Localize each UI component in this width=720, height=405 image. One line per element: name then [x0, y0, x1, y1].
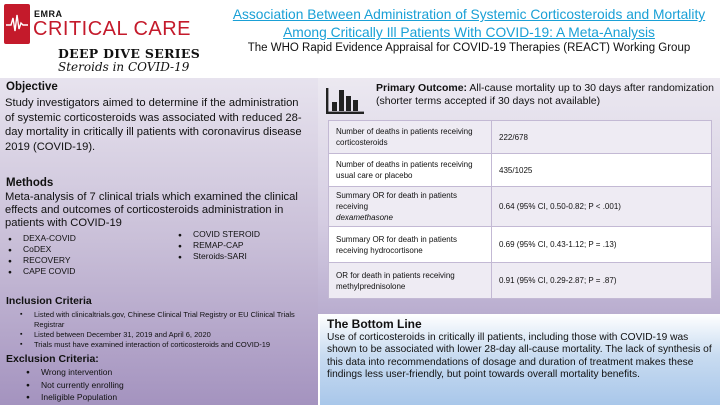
list-item: ● Ineligible Population	[4, 391, 124, 404]
bottom-line-text: Use of corticosteroids in critically ill patients, including those with COVID-19 was shown to be associated with lower 28-day all-cause mortality. The lack of synthesis of this data into recommendations of dosage and duration of treatment makes these findings less user-friendly, but point towards overall mortality benefits.	[327, 332, 712, 380]
bottom-line-heading: The Bottom Line	[327, 317, 422, 331]
table-row	[329, 121, 712, 154]
primary-outcome-text: All-cause mortality up to 30 days after randomization (shorter terms accepted if 30 days not available)	[376, 82, 714, 107]
list-item: ● CAPE COVID	[4, 266, 76, 277]
primary-outcome-label: Primary Outcome:	[376, 82, 468, 94]
result-label: Summary OR for death in patients receiving	[336, 191, 457, 211]
logo-badge	[4, 4, 30, 44]
result-label: OR for death in patients receiving methylprednisolone	[329, 263, 492, 299]
exclusion-list	[4, 366, 124, 404]
table-row	[329, 227, 712, 263]
article-title-line1[interactable]: Association Between Administration of Systemic Corticosteroids and Mortality	[232, 7, 706, 22]
table-row	[329, 187, 712, 227]
result-value: 435/1025	[492, 154, 712, 187]
primary-outcome	[376, 82, 714, 108]
list-item: ● COVID STEROID	[174, 229, 260, 240]
result-value: 0.64 (95% CI, 0.50-0.82; P < .001)	[492, 187, 712, 227]
result-label: Summary OR for death in patients receiving hydrocortisone	[329, 227, 492, 263]
result-label: Number of deaths in patients receiving corticosteroids	[329, 121, 492, 154]
results-table	[328, 120, 712, 299]
results-panel	[318, 78, 720, 314]
trial-list-col1	[4, 233, 76, 277]
brand-emra: EMRA	[34, 9, 63, 19]
article-title-line2[interactable]: Among Critically Ill Patients With COVID-19: A Meta-Analysis	[283, 25, 655, 40]
list-item: ▪ Listed with clinicaltrials.gov, Chinese Clinical Trial Registry or EU Clinical Trials Registrar	[4, 310, 316, 329]
table-row	[329, 263, 712, 299]
objective-text: Study investigators aimed to determine if the administration of systemic corticosteroids was associated with reduced 28-day mortality in critically ill patients with coronavirus disease 2019 (COVID-19).	[5, 97, 302, 153]
result-value: 0.69 (95% CI, 0.43-1.12; P = .13)	[492, 227, 712, 263]
inclusion-heading: Inclusion Criteria	[6, 295, 92, 307]
result-value: 0.91 (95% CI, 0.29-2.87; P = .87)	[492, 263, 712, 299]
result-label: Number of deaths in patients receiving usual care or placebo	[329, 154, 492, 187]
result-label-drug: dexamethasone	[336, 213, 393, 222]
list-item: ● REMAP-CAP	[174, 240, 260, 251]
study-details-panel	[0, 78, 318, 405]
bottom-line-panel	[320, 314, 720, 405]
article-title[interactable]	[220, 6, 718, 42]
list-item: ● DEXA-COVID	[4, 233, 76, 244]
list-item: ▪ Listed between December 31, 2019 and April 6, 2020	[4, 330, 316, 340]
ekg-heartbeat-icon	[6, 14, 28, 34]
result-value: 222/678	[492, 121, 712, 154]
article-authors: The WHO Rapid Evidence Appraisal for COVID-19 Therapies (REACT) Working Group	[247, 42, 691, 54]
methods-text: Meta-analysis of 7 clinical trials which examined the clinical effects and outcomes of corticosteroids administration in patients with COVID-19	[5, 191, 298, 229]
objective-heading: Objective	[6, 81, 58, 93]
trial-list-col2	[174, 229, 260, 262]
list-item: ● RECOVERY	[4, 255, 76, 266]
brand-critical-care: CRITICAL CARE	[33, 18, 192, 40]
exclusion-heading: Exclusion Criteria:	[6, 353, 99, 365]
bar-chart-icon	[324, 86, 366, 116]
list-item: ● Not currently enrolling	[4, 379, 124, 392]
series-title: DEEP DIVE SERIES	[58, 46, 201, 61]
methods-heading: Methods	[6, 177, 54, 189]
result-label-cell	[329, 187, 492, 227]
inclusion-list	[4, 310, 316, 350]
series-subtitle: Steroids in COVID-19	[58, 60, 190, 74]
list-item: ● Steroids-SARI	[174, 251, 260, 262]
list-item: ● Wrong intervention	[4, 366, 124, 379]
list-item: ● CoDEX	[4, 244, 76, 255]
list-item: ▪ Trials must have examined interaction of corticosteroids and COVID-19	[4, 340, 316, 350]
table-row	[329, 154, 712, 187]
